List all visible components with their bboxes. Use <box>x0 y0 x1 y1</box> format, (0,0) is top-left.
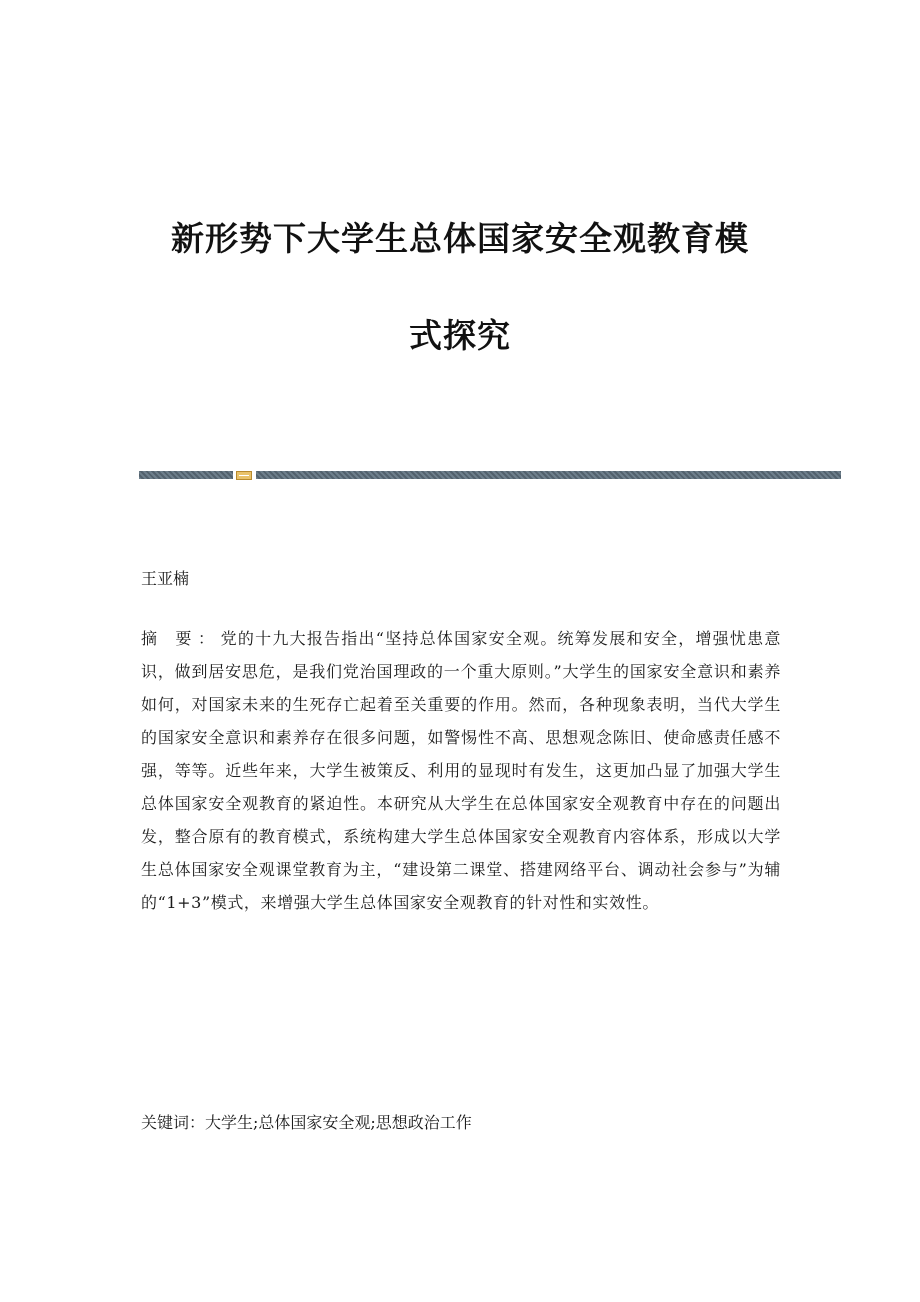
keywords-line <box>141 1111 472 1135</box>
abstract-paragraph <box>141 622 781 919</box>
abstract-label: 摘 要： <box>141 629 221 648</box>
divider-bar-right <box>256 471 841 479</box>
divider-ornament-icon <box>236 471 252 480</box>
title-divider <box>139 471 841 481</box>
author-name: 王亚楠 <box>141 569 190 588</box>
document-title-line-1: 新形势下大学生总体国家安全观教育模 <box>171 219 749 258</box>
document-title-line-2: 式探究 <box>409 316 511 355</box>
keywords-text: 大学生;总体国家安全观;思想政治工作 <box>205 1113 472 1132</box>
divider-bar-left <box>139 471 233 479</box>
keywords-label: 关键词： <box>141 1113 206 1132</box>
abstract-text: 党的十九大报告指出“坚持总体国家安全观。统筹发展和安全，增强忧患意识，做到居安思危，是我们党治国理政的一个重大原则。”大学生的国家安全意识和素养如何，对国家未来的生死存亡起着至关重要的作用。然而，各种现象表明，当代大学生的国家安全意识和素养存在很多问题，如警惕性不高、思想观念陈旧、使命感责任感不强，等等。近些年来，大学生被策反、利用的显现时有发生，这更加凸显了加强大学生总体国家安全观教育的紧迫性。本研究从大学生在总体国家安全观教育中存在的问题出发，整合原有的教育模式，系统构建大学生总体国家安全观教育内容体系，形成以大学生总体国家安全观课堂教育为主，“建设第二课堂、搭建网络平台、调动社会参与”为辅的“1+3”模式，来增强大学生总体国家安全观教育的针对性和实效性。 <box>141 629 781 912</box>
